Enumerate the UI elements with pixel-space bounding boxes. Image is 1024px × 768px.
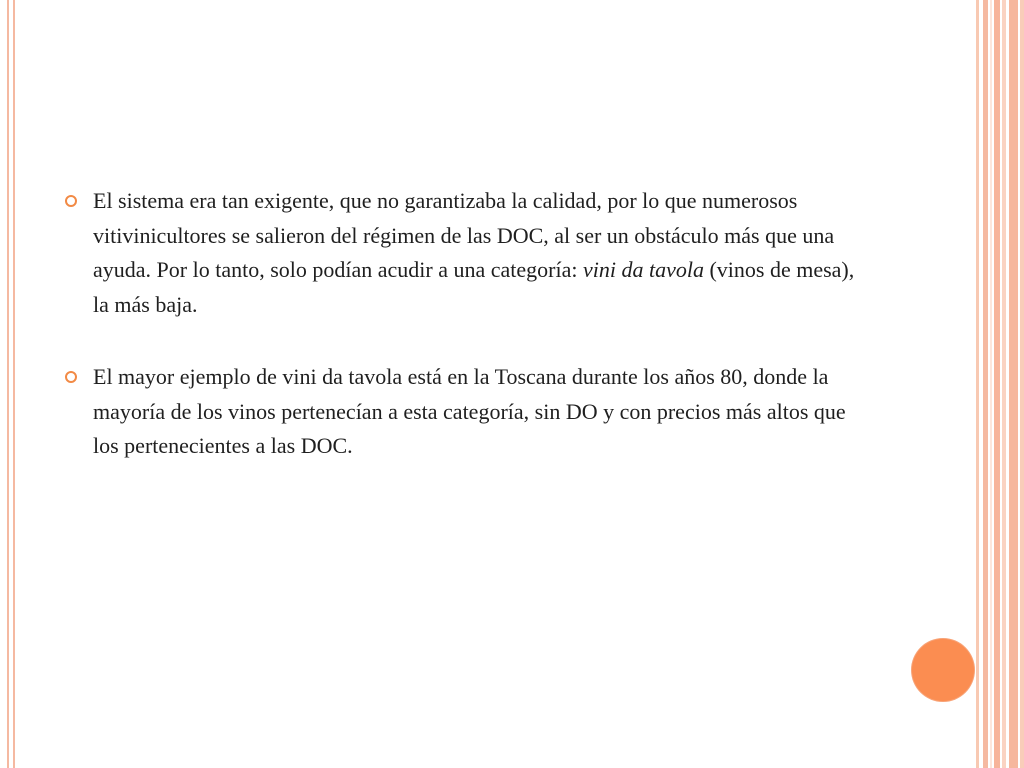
right-stripe-5 (1002, 0, 1006, 768)
left-border-line-inner (13, 0, 15, 768)
bullet-circle-icon (65, 195, 77, 207)
right-stripe-6 (1009, 0, 1018, 768)
right-stripe-3 (990, 0, 992, 768)
right-stripe-7 (1020, 0, 1024, 768)
right-stripe-2 (983, 0, 988, 768)
bullet-text: El mayor ejemplo de vini da tavola está en la Toscana durante los años 80, donde la mayoría de los vinos pertenecían a esta categoría, sin DO y con precios más altos que los pertenecientes a las DOC. (93, 364, 846, 458)
slide-content (62, 184, 862, 502)
bullet-italic-term: vini da tavola (582, 257, 704, 282)
accent-circle (912, 639, 974, 701)
right-stripe-1 (976, 0, 979, 768)
bullet-text: (vinos de mesa), la más baja. (93, 257, 855, 317)
left-border-line-outer (7, 0, 9, 768)
bullet-circle-icon (65, 371, 77, 383)
bullet-item (62, 184, 862, 322)
bullet-item (62, 360, 862, 464)
right-stripe-4 (994, 0, 1000, 768)
bullet-text: El sistema era tan exigente, que no garantizaba la calidad, por lo que numerosos vitivinicultores se salieron del régimen de las DOC, al ser un obstáculo más que una ayuda. Por lo tanto, solo podían acudir a una categoría: (93, 188, 835, 282)
